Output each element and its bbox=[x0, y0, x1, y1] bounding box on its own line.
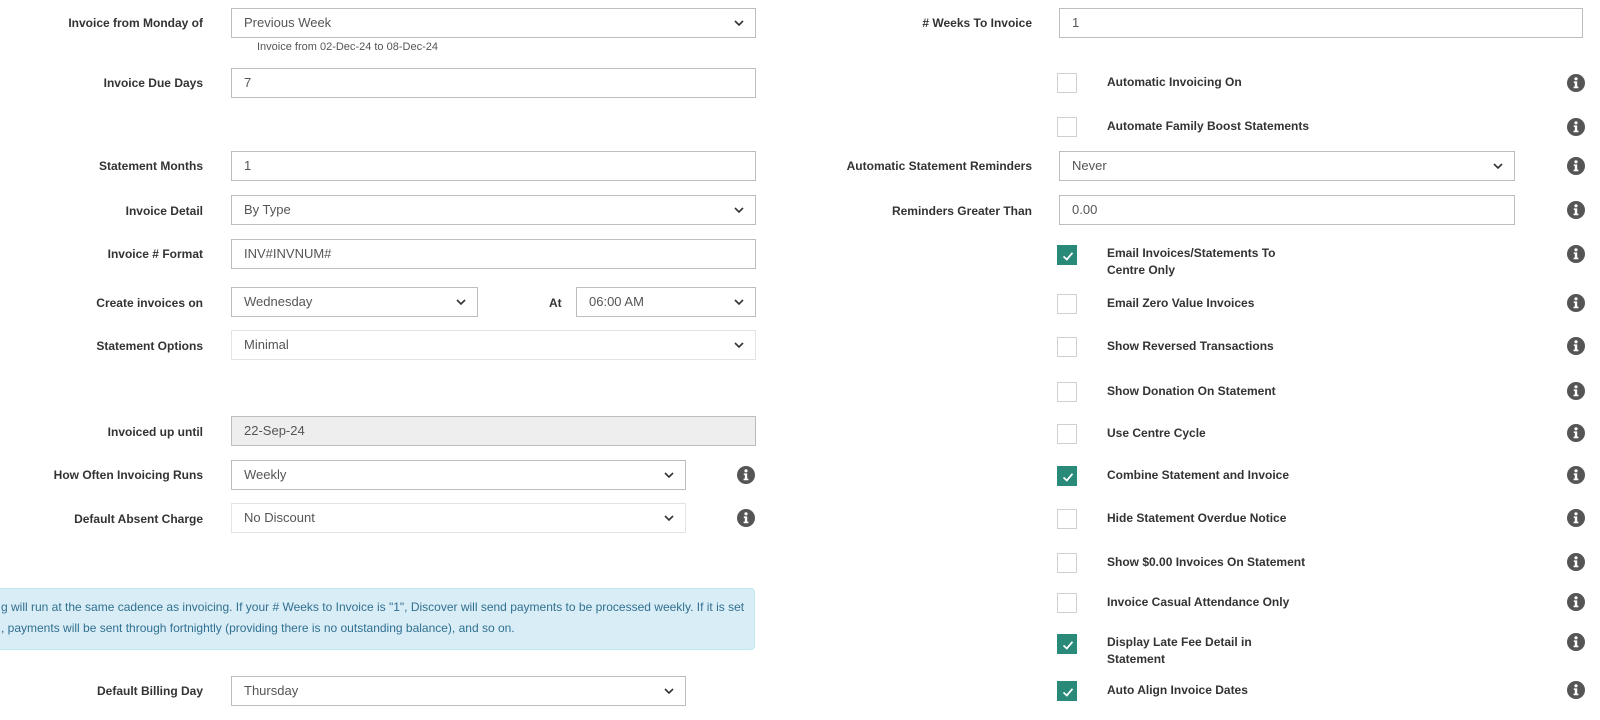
info-circle-icon[interactable] bbox=[1567, 294, 1585, 312]
show-zero-invoices-checkbox[interactable] bbox=[1057, 553, 1077, 573]
info-circle-icon[interactable] bbox=[1567, 157, 1585, 175]
invoiced-up-until-label: Invoiced up until bbox=[107, 425, 203, 439]
info-circle-icon[interactable] bbox=[1567, 74, 1585, 92]
show-reversed-label: Show Reversed Transactions bbox=[1107, 339, 1274, 353]
combine-statement-checkbox[interactable] bbox=[1057, 466, 1077, 486]
create-invoices-time-select[interactable]: 06:00 AM bbox=[576, 287, 756, 317]
info-circle-icon[interactable] bbox=[1567, 553, 1585, 571]
create-invoices-day-select[interactable]: Wednesday bbox=[231, 287, 478, 317]
info-circle-icon[interactable] bbox=[1567, 424, 1585, 442]
how-often-select[interactable]: Weekly bbox=[231, 460, 686, 490]
email-zero-value-checkbox[interactable] bbox=[1057, 294, 1077, 314]
statement-months-input[interactable]: 1 bbox=[231, 151, 756, 181]
show-donation-checkbox[interactable] bbox=[1057, 382, 1077, 402]
automatic-statement-reminders-label: Automatic Statement Reminders bbox=[846, 159, 1032, 173]
automatic-invoicing-checkbox[interactable] bbox=[1057, 73, 1077, 93]
check-icon bbox=[1061, 249, 1075, 263]
info-circle-icon[interactable] bbox=[1567, 466, 1585, 484]
default-absent-charge-select[interactable]: No Discount bbox=[231, 503, 686, 533]
chevron-down-icon bbox=[455, 297, 467, 307]
auto-align-dates-checkbox[interactable] bbox=[1057, 681, 1077, 701]
invoice-detail-select[interactable]: By Type bbox=[231, 195, 756, 225]
statement-months-label: Statement Months bbox=[98, 159, 203, 173]
hide-overdue-notice-label: Hide Statement Overdue Notice bbox=[1107, 511, 1287, 525]
chevron-down-icon bbox=[733, 18, 745, 28]
automate-family-boost-label: Automate Family Boost Statements bbox=[1107, 119, 1310, 133]
email-centre-only-checkbox[interactable] bbox=[1057, 245, 1077, 265]
billing-info-banner: g will run at the same cadence as invoicing. If your # Weeks to Invoice is "1", Discover will send payments to be processed weekly. If it is set , payments will be sent through fortnightly (providing there is no outstanding balance), and so on. bbox=[0, 588, 755, 650]
default-billing-day-label: Default Billing Day bbox=[96, 684, 203, 698]
automatic-statement-reminders-select[interactable]: Never bbox=[1059, 151, 1515, 181]
invoice-format-label: Invoice # Format bbox=[107, 247, 203, 261]
check-icon bbox=[1061, 685, 1075, 699]
check-icon bbox=[1061, 470, 1075, 484]
invoiced-up-until-input: 22-Sep-24 bbox=[231, 416, 756, 446]
info-circle-icon[interactable] bbox=[737, 509, 755, 527]
info-circle-icon[interactable] bbox=[1567, 118, 1585, 136]
default-absent-charge-label: Default Absent Charge bbox=[74, 512, 203, 526]
invoice-format-input[interactable]: INV#INVNUM# bbox=[231, 239, 756, 269]
invoice-from-select[interactable]: Previous Week bbox=[231, 8, 756, 38]
chevron-down-icon bbox=[663, 513, 675, 523]
check-icon bbox=[1061, 638, 1075, 652]
automate-family-boost-checkbox[interactable] bbox=[1057, 117, 1077, 137]
weeks-to-invoice-input[interactable]: 1 bbox=[1059, 8, 1583, 38]
combine-statement-label: Combine Statement and Invoice bbox=[1107, 468, 1290, 482]
info-circle-icon[interactable] bbox=[1567, 681, 1585, 699]
create-invoices-on-label: Create invoices on bbox=[96, 296, 203, 310]
how-often-label: How Often Invoicing Runs bbox=[53, 468, 203, 482]
default-billing-day-select[interactable]: Thursday bbox=[231, 676, 686, 706]
info-circle-icon[interactable] bbox=[1567, 245, 1585, 263]
statement-options-select[interactable]: Minimal bbox=[231, 330, 756, 360]
chevron-down-icon bbox=[733, 340, 745, 350]
auto-align-dates-label: Auto Align Invoice Dates bbox=[1107, 683, 1248, 697]
late-fee-detail-checkbox[interactable] bbox=[1057, 634, 1077, 654]
casual-attendance-label: Invoice Casual Attendance Only bbox=[1107, 595, 1290, 609]
invoice-from-label: Invoice from Monday of bbox=[68, 16, 203, 30]
automatic-invoicing-label: Automatic Invoicing On bbox=[1107, 75, 1242, 89]
show-donation-label: Show Donation On Statement bbox=[1107, 384, 1276, 398]
info-circle-icon[interactable] bbox=[737, 466, 755, 484]
invoice-detail-label: Invoice Detail bbox=[125, 204, 203, 218]
reminders-greater-than-label: Reminders Greater Than bbox=[891, 204, 1032, 218]
hide-overdue-notice-checkbox[interactable] bbox=[1057, 509, 1077, 529]
invoice-due-days-input[interactable]: 7 bbox=[231, 68, 756, 98]
info-circle-icon[interactable] bbox=[1567, 201, 1585, 219]
use-centre-cycle-checkbox[interactable] bbox=[1057, 424, 1077, 444]
info-circle-icon[interactable] bbox=[1567, 382, 1585, 400]
at-label: At bbox=[549, 296, 562, 310]
weeks-to-invoice-label: # Weeks To Invoice bbox=[922, 16, 1032, 30]
late-fee-detail-label: Display Late Fee Detail in Statement bbox=[1107, 635, 1252, 666]
use-centre-cycle-label: Use Centre Cycle bbox=[1107, 426, 1206, 440]
invoice-range-hint: Invoice from 02-Dec-24 to 08-Dec-24 bbox=[257, 41, 438, 53]
info-circle-icon[interactable] bbox=[1567, 593, 1585, 611]
reminders-greater-than-input[interactable]: 0.00 bbox=[1059, 195, 1515, 225]
show-reversed-checkbox[interactable] bbox=[1057, 337, 1077, 357]
chevron-down-icon bbox=[733, 297, 745, 307]
email-centre-only-label: Email Invoices/Statements To Centre Only bbox=[1107, 246, 1276, 277]
email-zero-value-label: Email Zero Value Invoices bbox=[1107, 296, 1255, 310]
statement-options-label: Statement Options bbox=[96, 339, 203, 353]
show-zero-invoices-label: Show $0.00 Invoices On Statement bbox=[1107, 555, 1306, 569]
info-circle-icon[interactable] bbox=[1567, 633, 1585, 651]
info-circle-icon[interactable] bbox=[1567, 337, 1585, 355]
casual-attendance-checkbox[interactable] bbox=[1057, 593, 1077, 613]
chevron-down-icon bbox=[1492, 161, 1504, 171]
chevron-down-icon bbox=[733, 205, 745, 215]
chevron-down-icon bbox=[663, 686, 675, 696]
info-circle-icon[interactable] bbox=[1567, 509, 1585, 527]
invoice-due-days-label: Invoice Due Days bbox=[103, 76, 203, 90]
chevron-down-icon bbox=[663, 470, 675, 480]
